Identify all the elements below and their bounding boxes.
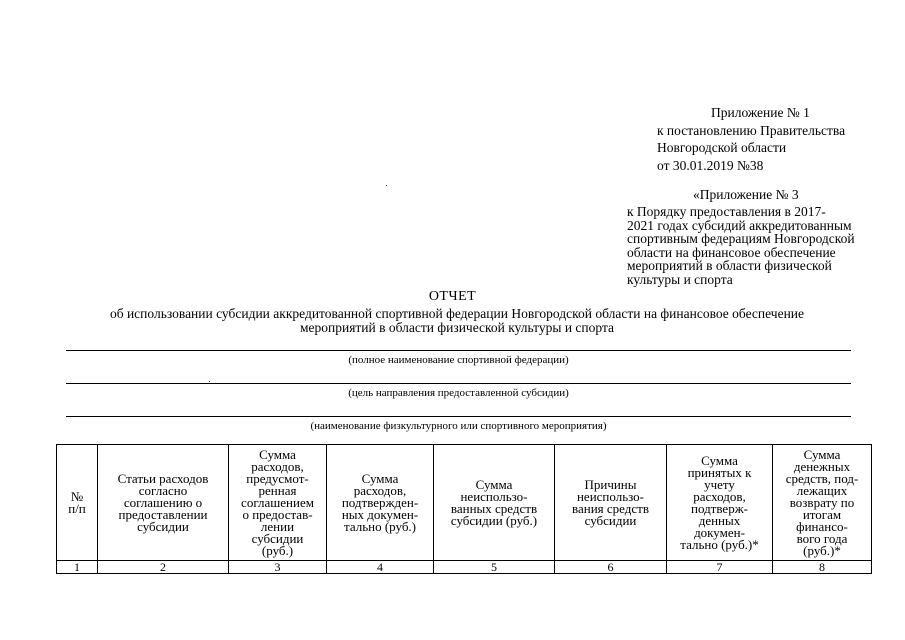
header-line: о предостав- [242,506,313,522]
report-subtitle [62,307,852,335]
header-line: субсидии [251,530,304,546]
header-line: расходов, [251,458,304,474]
header-line: № [70,488,84,504]
federation-name-caption: (полное наименование спортивной федерации) [348,354,569,366]
header-line: тально (руб.) [343,518,417,534]
appendix1-line: от 30.01.2019 №38 [657,157,764,173]
header-line: лежащих [796,482,848,498]
header-line: лении [260,518,295,534]
header-line: согласно [138,482,188,498]
subsidy-purpose-field[interactable] [66,383,851,384]
header-line: возврату по [789,494,855,510]
appendix3-line: мероприятий в области физической [627,258,832,273]
header-line: субсидии (руб.) [450,512,538,528]
column-number: 8 [773,561,872,574]
appendix1-line: Приложение № 1 [711,105,810,120]
report-table [56,444,872,574]
header-line: подтверж- [690,500,749,516]
header-line: итогам [802,506,842,522]
header-line: докумен- [694,524,745,540]
column-header [229,445,327,561]
scan-speck [386,185,387,186]
header-line: неиспользо- [576,488,645,504]
header-line: денежных [793,458,851,474]
column-header [773,445,872,561]
column-header [667,445,773,561]
header-line: Сумма [475,476,513,492]
appendix1-block [657,104,845,174]
column-number: 7 [667,561,773,574]
header-line: предусмот- [246,470,309,486]
header-line: Сумма [259,446,296,462]
header-line: ванных средств [450,500,538,516]
header-line: Причины [584,476,637,492]
header-line: учету [704,476,735,492]
column-number: 4 [327,561,434,574]
column-number: 1 [57,561,98,574]
column-header [434,445,555,561]
header-line: субсидии [584,512,637,528]
federation-name-field[interactable] [66,350,851,351]
header-line: неиспользо- [460,488,528,504]
header-line: соглашением [241,494,314,510]
column-header [555,445,667,561]
header-line: субсидии [137,518,189,534]
column-header [327,445,434,561]
header-line: Сумма [361,470,399,486]
header-line: Сумма [803,446,841,462]
scan-speck [209,381,210,382]
header-line: предоставлении [118,506,208,522]
appendix3-title: «Приложение № 3 [693,187,799,202]
header-line: (руб.)* [803,542,841,558]
header-line: вого года [796,530,848,546]
header-line: расходов, [693,488,746,504]
event-name-caption: (наименование физкультурного или спортивного мероприятия) [310,420,607,432]
event-name-field[interactable] [66,416,851,417]
header-line: п/п [68,500,86,516]
header-line: ренная [258,482,297,498]
appendix3-line: спортивным федерациям Новгородской [627,231,855,246]
header-line: принятых к [687,464,752,480]
header-line: вания средств [572,500,649,516]
column-number: 3 [229,561,327,574]
appendix3-line: культуры и спорта [627,271,733,287]
header-line: тально (руб.)* [680,536,759,552]
subsidy-purpose-caption: (цель направления предоставленной субсидии) [348,387,569,399]
column-number-row [57,561,872,574]
header-line: расходов, [353,482,407,498]
header-line: соглашению о [123,494,203,510]
table-header-row [57,445,872,561]
header-line: Сумма [701,452,738,468]
appendix1-line: к постановлению Правительства [657,122,846,138]
report-title: ОТЧЕТ [428,289,477,304]
appendix3-line: к Порядку предоставления в 2017- [627,204,826,219]
column-number: 6 [555,561,667,574]
header-line: (руб.) [261,542,294,558]
report-subtitle-line: об использовании субсидии аккредитованной спортивной федерации Новгородской области на финансовое обеспечение [109,306,805,321]
appendix3-block [627,205,875,286]
header-line: ных докумен- [341,506,419,522]
report-subtitle-line: мероприятий в области физической культуры и спорта [299,320,615,335]
appendix1-line: Новгородской области [657,140,787,155]
appendix3-line: 2021 годах субсидий аккредитованным [627,217,852,233]
header-line: финансо- [796,518,848,534]
header-line: подтвержден- [341,494,419,510]
column-number: 5 [434,561,555,574]
column-header [57,445,98,561]
header-line: денных [698,512,741,528]
header-line: Статьи расходов [117,470,209,486]
header-line: средств, под- [785,470,859,486]
column-number: 2 [98,561,229,574]
column-header [98,445,229,561]
appendix3-line: области на финансовое обеспечение [627,244,836,260]
